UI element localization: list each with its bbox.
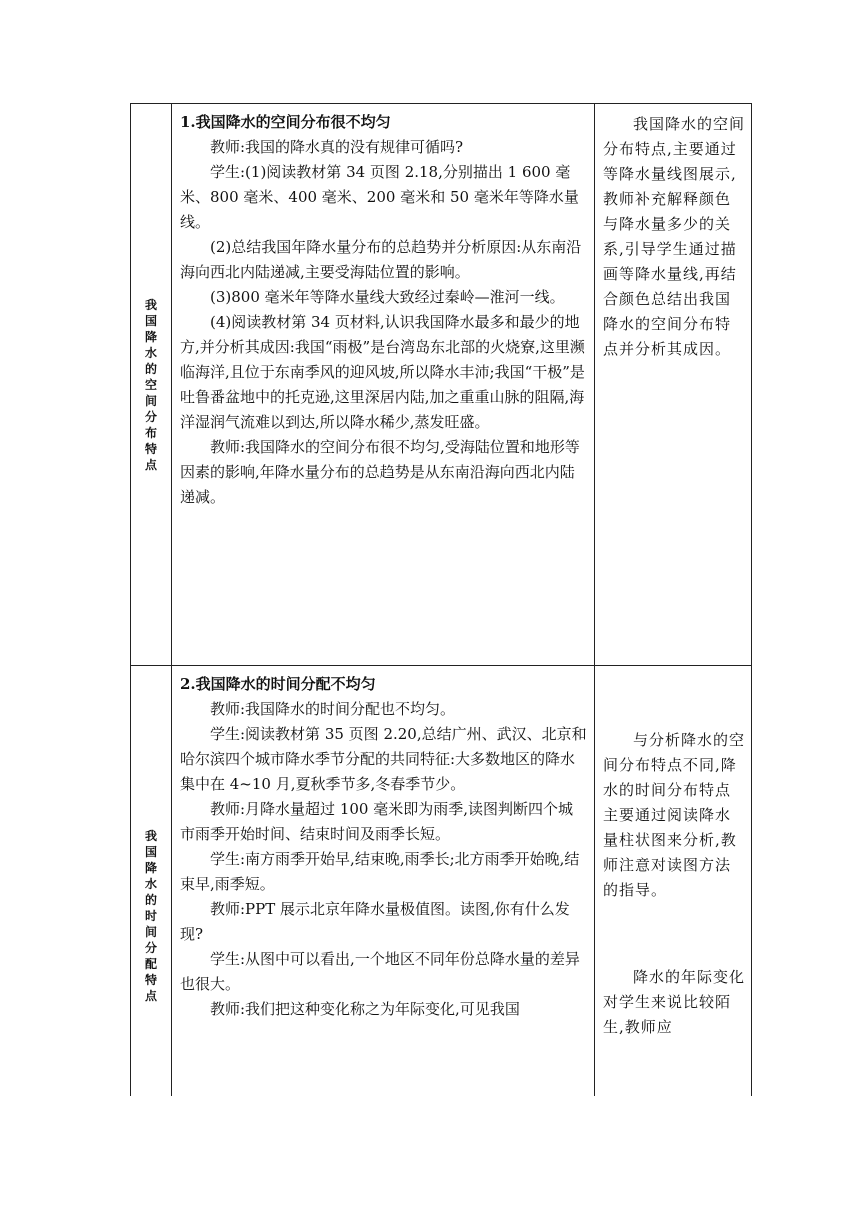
lesson-table: [130, 103, 752, 1167]
paragraph: 教师:月降水量超过 100 毫米即为雨季,读图判断四个城市雨季开始时间、结束时间及雨季长短。: [180, 800, 573, 843]
table-row: [131, 666, 752, 1167]
note-text: 降水的年际变化对学生来说比较陌生,教师应: [603, 968, 746, 1036]
paragraph: (4)阅读教材第 34 页材料,认识我国降水最多和最少的地方,并分析其成因:我国“雨极”是台湾岛东北部的火烧寮,这里濒临海洋,且位于东南季风的迎风坡,所以降水丰沛;我国“干极”是吐鲁番盆地中的托克逊,这里深居内陆,加之重重山脉的阻隔,海洋湿润气流难以到达,所以降水稀少,蒸发旺盛。: [180, 313, 585, 431]
note-cell: [595, 666, 752, 1167]
note-text: 与分析降水的空间分布特点不同,降水的时间分布特点主要通过阅读降水量柱状图来分析,教师注意对读图方法的指导。: [603, 731, 746, 899]
section-heading: 1.我国降水的空间分布很不均匀: [180, 113, 391, 131]
note-cell: [595, 104, 752, 666]
paragraph: 教师:我国降水的空间分布很不均匀,受海陆位置和地形等因素的影响,年降水量分布的总趋势是从东南沿海向西北内陆递减。: [180, 438, 580, 506]
paragraph: 教师:PPT 展示北京年降水量极值图。读图,你有什么发现?: [180, 900, 570, 943]
paragraph: (3)800 毫米年等降水量线大致经过秦岭—淮河一线。: [210, 288, 565, 306]
paragraph: 教师:我国的降水真的没有规律可循吗?: [210, 138, 464, 156]
paragraph: 教师:我国降水的时间分配也不均匀。: [210, 700, 456, 718]
content-cell: [172, 104, 595, 666]
section-heading: 2.我国降水的时间分配不均匀: [180, 675, 376, 693]
side-label-cell: [131, 104, 172, 666]
paragraph: 教师:我们把这种变化称之为年际变化,可见我国: [210, 1000, 520, 1018]
table-row: [131, 104, 752, 666]
side-label: 我国降水的时间分配特点: [144, 829, 157, 1003]
paragraph: 学生:从图中可以看出,一个地区不同年份总降水量的差异也很大。: [180, 950, 580, 993]
paragraph: (2)总结我国年降水量分布的总趋势并分析原因:从东南沿海向西北内陆递减,主要受海陆位置的影响。: [180, 238, 582, 281]
page-bottom-margin: [0, 1096, 860, 1216]
content-cell: [172, 666, 595, 1167]
note-text: 我国降水的空间分布特点,主要通过等降水量线图展示,教师补充解释颜色与降水量多少的关系,引导学生通过描画等降水量线,再结合颜色总结出我国降水的空间分布特点并分析其成因。: [603, 115, 746, 358]
side-label: 我国降水的空间分布特点: [144, 297, 157, 472]
paragraph: 学生:阅读教材第 35 页图 2.20,总结广州、武汉、北京和哈尔滨四个城市降水季节分配的共同特征:大多数地区的降水集中在 4~10 月,夏秋季节多,冬春季节少。: [180, 725, 587, 793]
paragraph: 学生:南方雨季开始早,结束晚,雨季长;北方雨季开始晚,结束早,雨季短。: [180, 850, 580, 893]
paragraph: 学生:(1)阅读教材第 34 页图 2.18,分别描出 1 600 毫米、800 毫米、400 毫米、200 毫米和 50 毫米年等降水量线。: [180, 163, 579, 231]
side-label-cell: [131, 666, 172, 1167]
